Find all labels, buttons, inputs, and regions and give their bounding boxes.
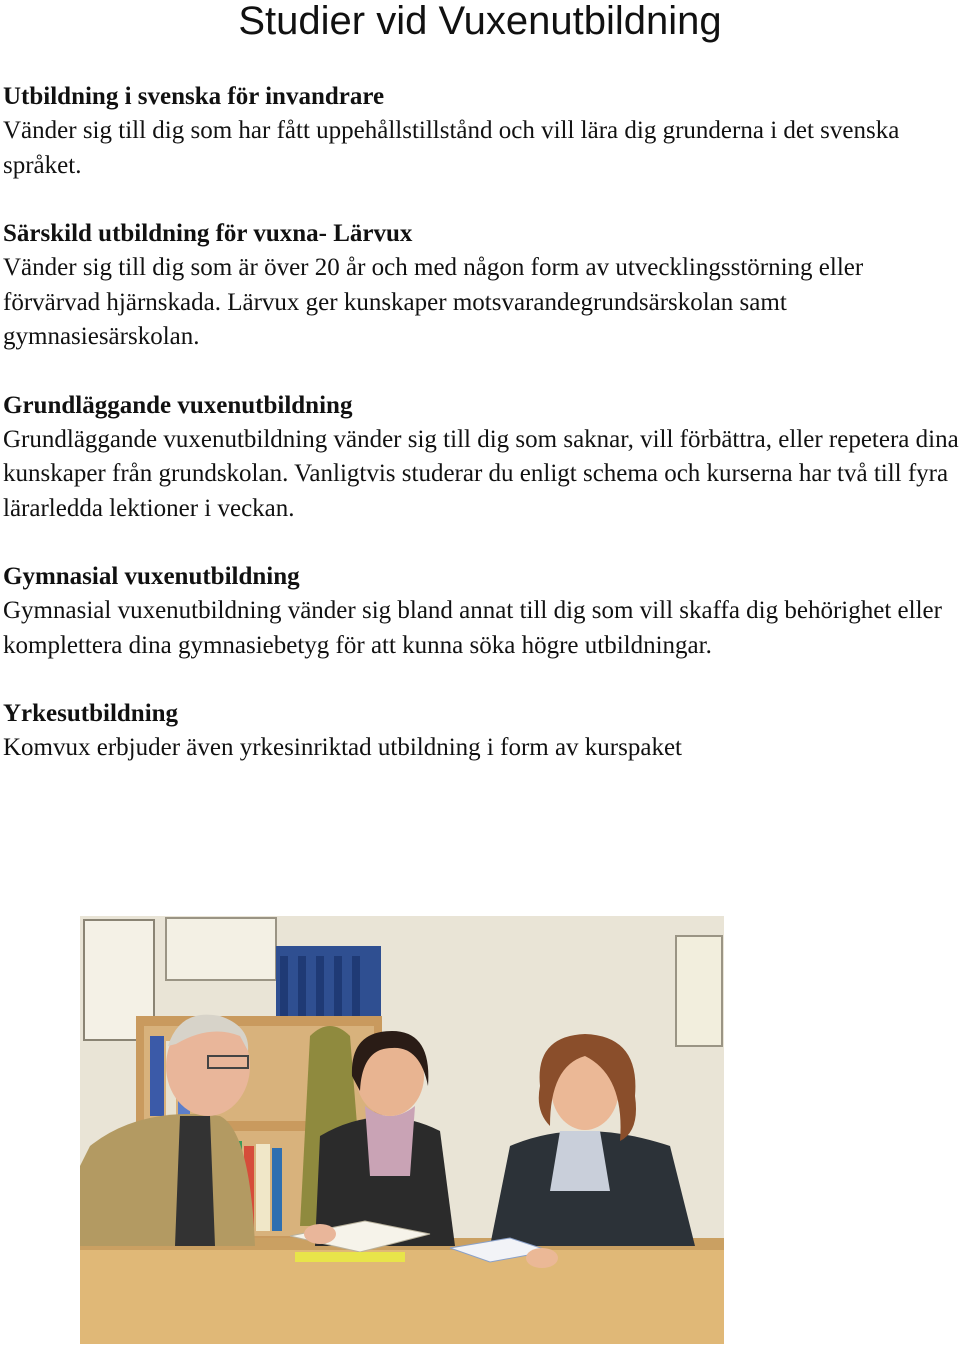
section-heading: Grundläggande vuxenutbildning <box>3 391 353 419</box>
section-body: Vänder sig till dig som är över 20 år och med någon form av utvecklingsstörning eller förvärvad hjärnskada. Lärvux ger kunskaper motsvarandegrundsärskolan samt gymnasiesärskolan. <box>3 254 864 350</box>
photo-illustration <box>80 916 724 1344</box>
section-body: Komvux erbjuder även yrkesinriktad utbildning i form av kurspaket <box>3 734 683 761</box>
section-heading: Särskild utbildning för vuxna- Lärvux <box>3 220 413 247</box>
section-heading: Gymnasial vuxenutbildning <box>3 563 300 590</box>
section-larvux <box>3 217 960 355</box>
section-grundlaggande <box>3 389 960 527</box>
section-heading: Utbildning i svenska för invandrare <box>3 83 385 110</box>
page-title: Studier vid Vuxenutbildning <box>238 0 722 43</box>
wall-picture-right <box>676 936 722 1046</box>
section-yrkesutbildning <box>3 697 960 766</box>
photo-three-people-studying <box>80 916 724 1344</box>
section-heading: Yrkesutbildning <box>3 700 179 727</box>
document-body <box>3 80 960 800</box>
section-sfi <box>3 80 960 183</box>
section-body: Grundläggande vuxenutbildning vänder sig till dig som saknar, vill förbättra, eller repetera dina kunskaper från grundskolan. Vanligtvis studerar du enligt schema och kurserna har två till fyra lärarledda lektioner i veckan. <box>3 425 959 522</box>
section-body: Vänder sig till dig som har fått uppehållstillstånd och vill lära dig grunderna i det svenska språket. <box>3 117 900 179</box>
wall-picture-center <box>166 918 276 980</box>
section-body: Gymnasial vuxenutbildning vänder sig bland annat till dig som vill skaffa dig behörighet eller komplettera dina gymnasiebetyg för att kunna söka högre utbildningar. <box>3 597 942 659</box>
section-gymnasial <box>3 560 960 663</box>
